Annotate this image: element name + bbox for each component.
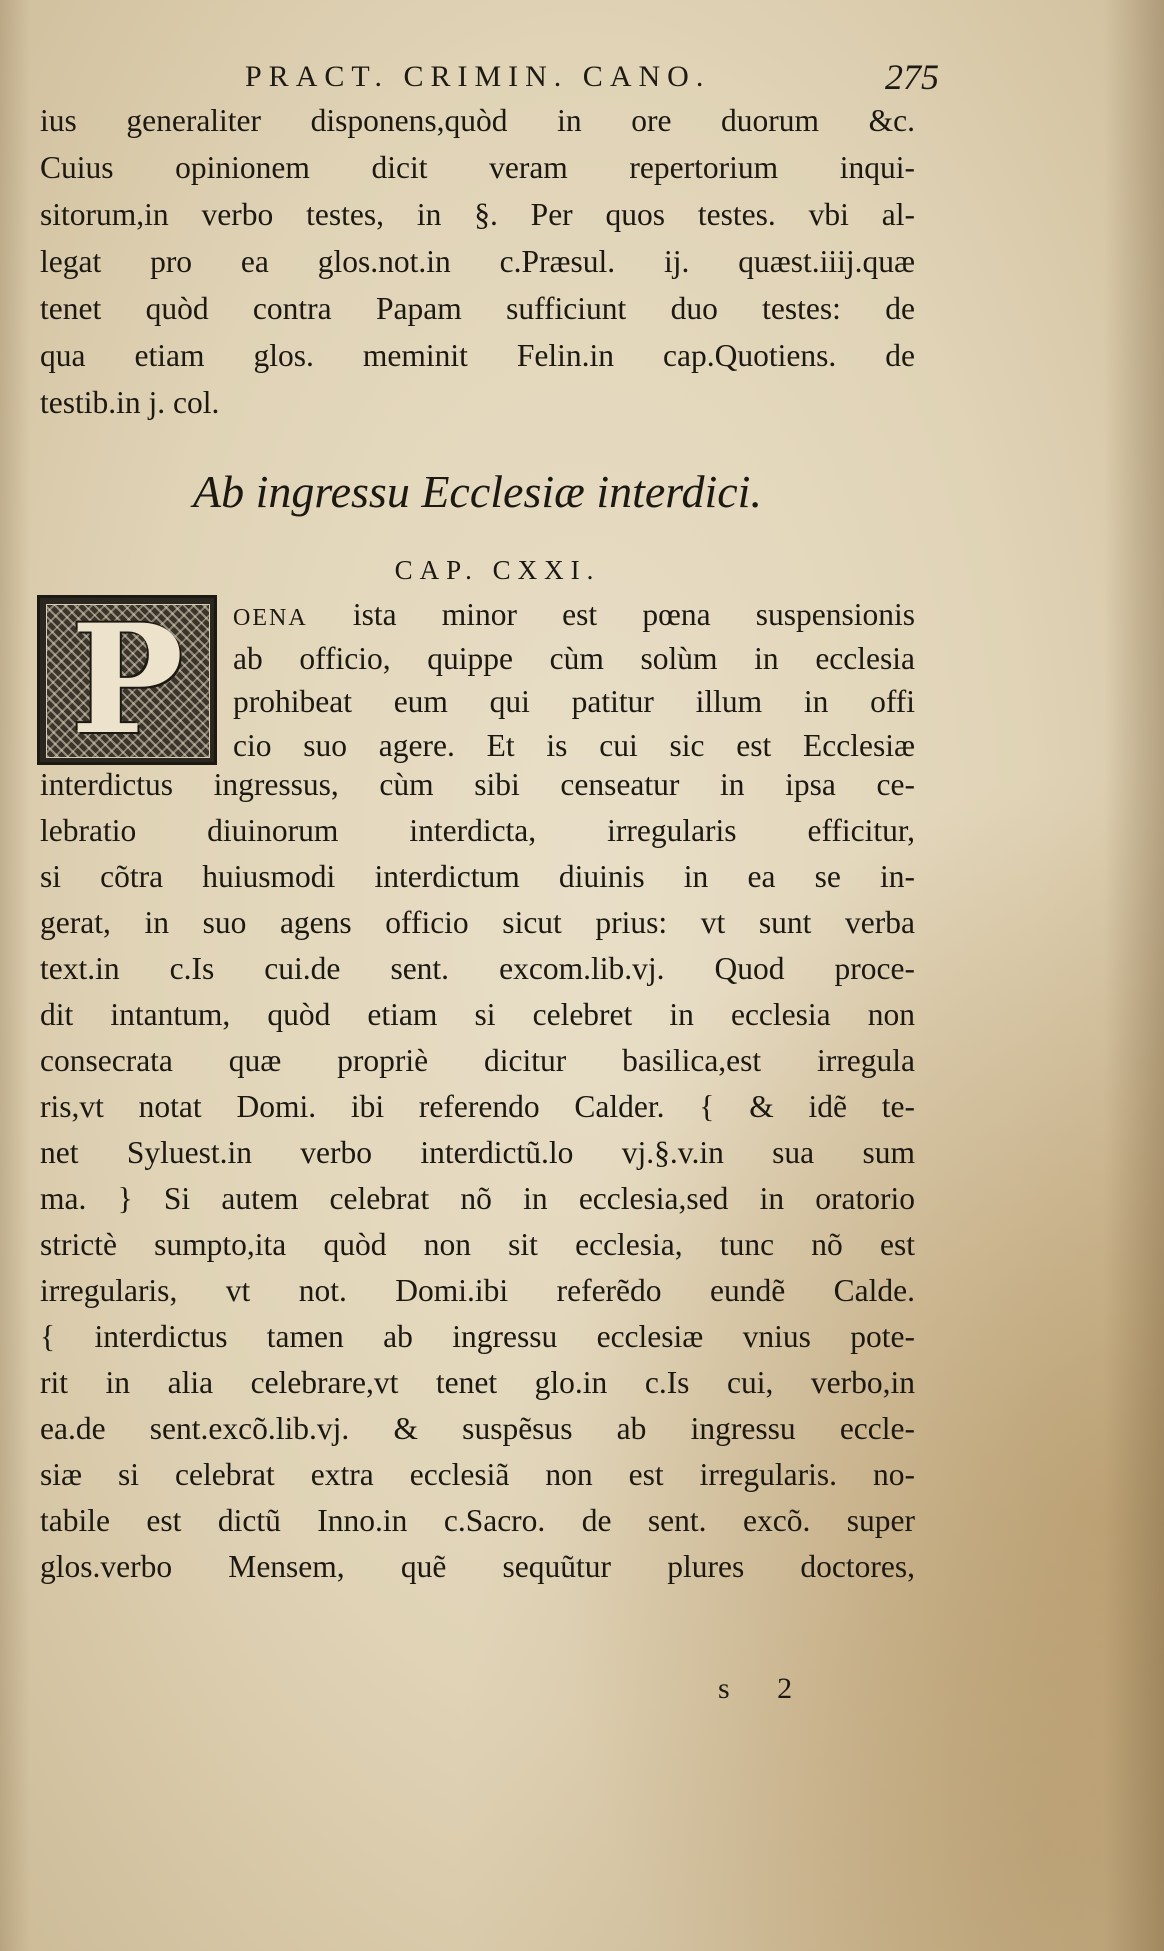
ornamental-drop-cap xyxy=(37,595,217,765)
text-line: ea.de sent.excõ.lib.vj. & suspẽsus ab ingressu eccle- xyxy=(40,1411,915,1446)
text-line: interdictus ingressus, cùm sibi censeatur in ipsa ce- xyxy=(40,767,915,802)
text-line: net Syluest.in verbo interdictũ.lo vj.§.v.in sua sum xyxy=(40,1135,915,1170)
text-line: prohibeat eum qui patitur illum in offi xyxy=(233,684,915,719)
text-line: lebratio diuinorum interdicta, irregularis efficitur, xyxy=(40,813,915,848)
text-line: si cõtra huiusmodi interdictum diuinis in ea se in- xyxy=(40,859,915,894)
text-line: consecrata quæ propriè dicitur basilica,est irregula xyxy=(40,1043,915,1078)
running-head: PRACT. CRIMIN. CANO. xyxy=(245,60,711,93)
text-line: testib.in j. col. xyxy=(40,385,220,420)
preceding-text-block xyxy=(40,97,915,426)
text-line: qua etiam glos. meminit Felin.in cap.Quotiens. de xyxy=(40,338,915,373)
text-line: gerat, in suo agens officio sicut prius: vt sunt verba xyxy=(40,905,915,940)
text-line: dit intantum, quòd etiam si celebret in ecclesia non xyxy=(40,997,915,1032)
text-line: { interdictus tamen ab ingressu ecclesiæ vnius pote- xyxy=(40,1319,915,1354)
text-line: ris,vt notat Domi. ibi referendo Calder. { & idẽ te- xyxy=(40,1089,915,1124)
drop-cap-adjacent-lines xyxy=(233,593,915,767)
text-line: tabile est dictũ Inno.in c.Sacro. de sent. excõ. super xyxy=(40,1503,915,1538)
first-word-smallcaps: OENA xyxy=(233,605,308,631)
text-line: rit in alia celebrare,vt tenet glo.in c.Is cui, verbo,in xyxy=(40,1365,915,1400)
text-line: siæ si celebrat extra ecclesiã non est irregularis. no- xyxy=(40,1457,915,1492)
text-line: ma. } Si autem celebrat nõ in ecclesia,sed in oratorio xyxy=(40,1181,915,1216)
text-line: Cuius opinionem dicit veram repertorium inqui- xyxy=(40,150,915,185)
section-heading: Ab ingressu Ecclesiæ interdici. xyxy=(193,466,762,517)
first-line-rest: ista minor est pœna suspensionis xyxy=(307,597,915,632)
drop-cap-letter: P xyxy=(70,595,184,765)
text-line: legat pro ea glos.not.in c.Præsul. ij. quæst.iiij.quæ xyxy=(40,244,915,279)
text-line: ab officio, quippe cùm solùm in ecclesia xyxy=(233,640,915,676)
page-header xyxy=(245,52,965,98)
text-line xyxy=(233,593,915,637)
text-line: ius generaliter disponens,quòd in ore duorum &c. xyxy=(40,103,915,138)
text-line: strictè sumpto,ita quòd non sit ecclesia, tunc nõ est xyxy=(40,1227,915,1262)
text-line: text.in c.Is cui.de sent. excom.lib.vj. Quod proce- xyxy=(40,951,915,986)
text-line: sitorum,in verbo testes, in §. Per quos testes. vbi al- xyxy=(40,197,915,232)
text-line: glos.verbo Mensem, quẽ sequũtur plures doctores, xyxy=(40,1549,915,1584)
text-line: irregularis, vt not. Domi.ibi referẽdo eundẽ Calde. xyxy=(40,1273,915,1308)
page-edge-shadow-left xyxy=(0,0,30,1951)
text-line: cio suo agere. Et is cui sic est Ecclesiæ xyxy=(233,727,915,763)
folio-number: 275 xyxy=(885,57,939,97)
signature-mark: s 2 xyxy=(718,1672,813,1705)
text-line: tenet quòd contra Papam sufficiunt duo testes: de xyxy=(40,291,915,326)
chapter-number: CAP. CXXI. xyxy=(394,555,601,585)
chapter-body-text xyxy=(40,762,915,1590)
page-edge-shadow-right xyxy=(1104,0,1164,1951)
